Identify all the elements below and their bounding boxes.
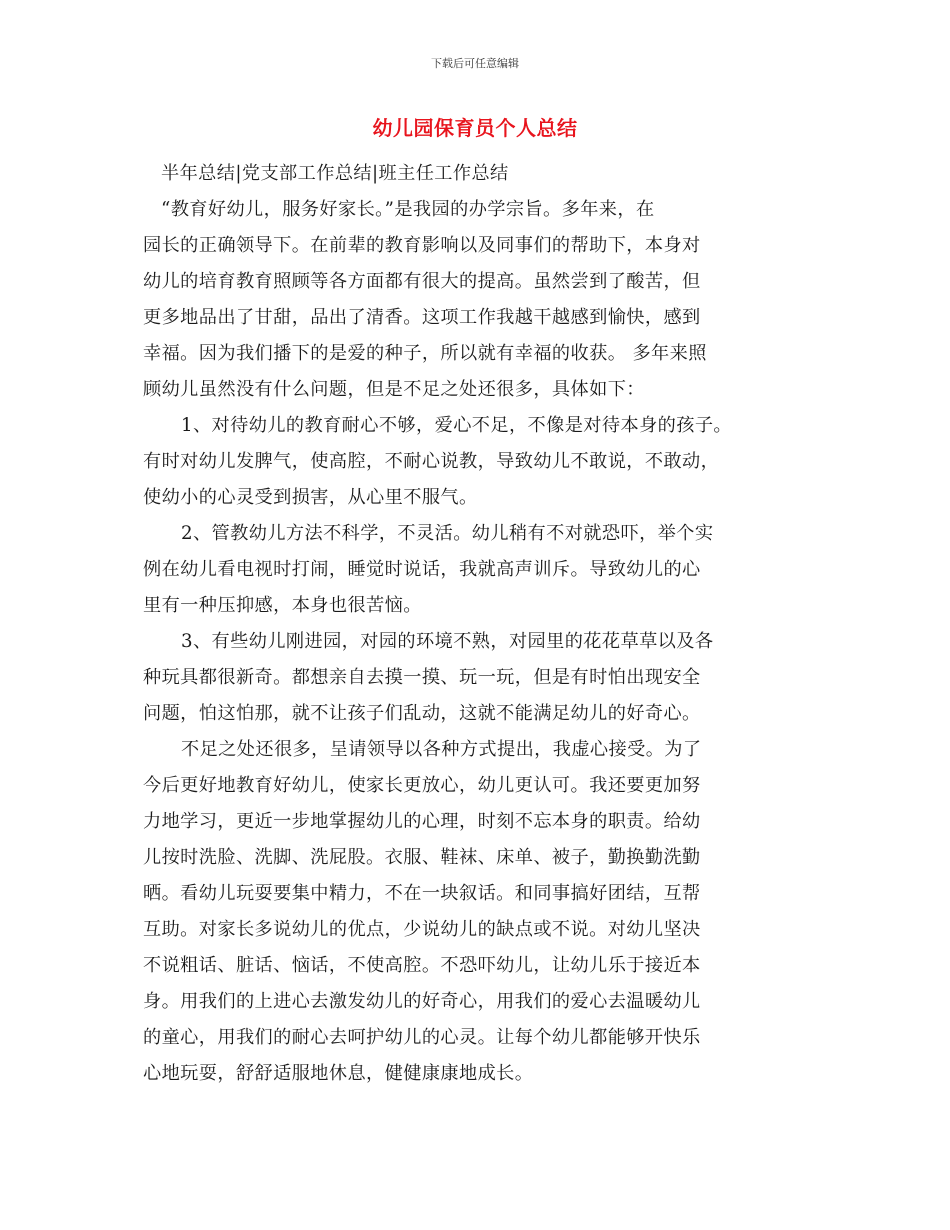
paragraph-line: 今后更好地教育好幼儿，使家长更放心，幼儿更认可。我还要更加努 [143, 775, 701, 796]
paragraph-line: 3、有些幼儿刚进园，对园的环境不熟，对园里的花花草草以及各 [181, 631, 714, 652]
paragraph-line: 问题，怕这怕那，就不让孩子们乱动，这就不能满足幼儿的好奇心。 [143, 703, 701, 724]
paragraph-line: 互助。对家长多说幼儿的优点，少说幼儿的缺点或不说。对幼儿坚决 [143, 919, 701, 940]
paragraph-line: 力地学习，更近一步地掌握幼儿的心理，时刻不忘本身的职责。给幼 [143, 811, 701, 832]
paragraph-line: 幸福。因为我们播下的是爱的种子，所以就有幸福的收获。 多年来照 [143, 343, 707, 364]
paragraph-line: 更多地品出了甘甜，品出了清香。这项工作我越干越感到愉快，感到 [143, 307, 701, 328]
header-note: 下载后可任意编辑 [431, 57, 519, 70]
paragraph-line: 儿按时洗脸、洗脚、洗屁股。衣服、鞋袜、床单、被子，勤换勤洗勤 [143, 847, 701, 868]
subtitle-line: 半年总结|党支部工作总结|班主任工作总结 [161, 163, 509, 184]
paragraph-line: 顾幼儿虽然没有什么问题，但是不足之处还很多，具体如下： [143, 379, 645, 400]
paragraph-line: 2、管教幼儿方法不科学，不灵活。幼儿稍有不对就恐吓，举个实 [181, 523, 714, 544]
paragraph-line: 幼儿的培育教育照顾等各方面都有很大的提高。虽然尝到了酸苦，但 [143, 271, 701, 292]
paragraph-line: 使幼小的心灵受到损害，从心里不服气。 [143, 487, 478, 508]
paragraph-line: 园长的正确领导下。在前辈的教育影响以及同事们的帮助下，本身对 [143, 235, 701, 256]
paragraph-line: 晒。看幼儿玩耍要集中精力，不在一块叙话。和同事搞好团结，互帮 [143, 883, 701, 904]
paragraph-line: 1、对待幼儿的教育耐心不够，爱心不足，不像是对待本身的孩子。 [181, 415, 733, 436]
paragraph-line: 里有一种压抑感，本身也很苦恼。 [143, 595, 422, 616]
paragraph-line: 例在幼儿看电视时打闹，睡觉时说话，我就高声训斥。导致幼儿的心 [143, 559, 701, 580]
paragraph-line: 心地玩耍，舒舒适服地休息，健健康康地成长。 [143, 1063, 534, 1084]
document-body [143, 156, 808, 1092]
paragraph-line: 身。用我们的上进心去激发幼儿的好奇心，用我们的爱心去温暖幼儿 [143, 991, 701, 1012]
paragraph-line: “教育好幼儿，服务好家长。”是我园的办学宗旨。多年来，在 [161, 199, 655, 220]
paragraph-line: 有时对幼儿发脾气，使高腔，不耐心说教，导致幼儿不敢说，不敢动， [143, 451, 720, 472]
paragraph-line: 不说粗话、脏话、恼话，不使高腔。不恐吓幼儿，让幼儿乐于接近本 [143, 955, 701, 976]
paragraph-line: 种玩具都很新奇。都想亲自去摸一摸、玩一玩，但是有时怕出现安全 [143, 667, 701, 688]
paragraph-line: 不足之处还很多，呈请领导以各种方式提出，我虚心接受。为了 [181, 739, 702, 760]
paragraph-line: 的童心，用我们的耐心去呵护幼儿的心灵。让每个幼儿都能够开快乐 [143, 1027, 701, 1048]
document-title: 幼儿园保育员个人总结 [372, 116, 578, 140]
